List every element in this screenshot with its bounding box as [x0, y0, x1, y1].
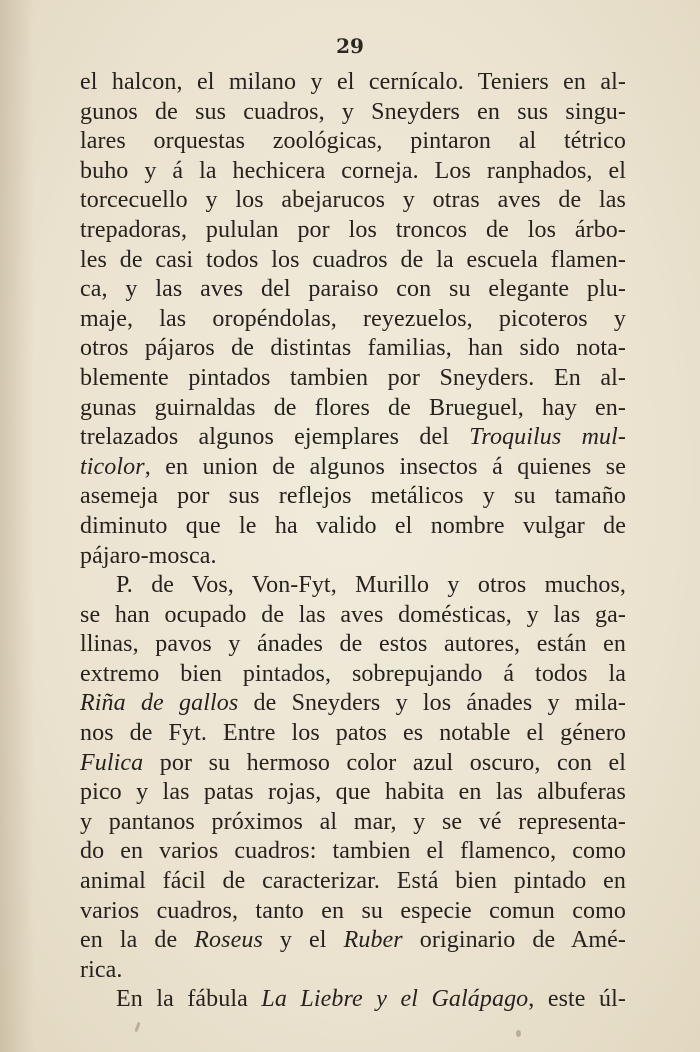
text-line: les de casi todos los cuadros de la escuela flamen-	[80, 246, 626, 273]
text-line	[80, 749, 626, 779]
text-line: maje, las oropéndolas, reyezuelos, picoteros y	[80, 305, 626, 332]
text-line	[80, 423, 626, 453]
text-line: otros pájaros de distintas familias, han sido nota-	[80, 335, 626, 362]
text-line: gunas guirnaldas de flores de Brueguel, hay en-	[80, 394, 626, 421]
text-line: el halcon, el milano y el cernícalo. Teniers en al-	[80, 69, 626, 95]
italic-term: ticolor	[80, 453, 145, 480]
paper-speck	[516, 1030, 521, 1037]
italic-term: La Liebre y el Galápago	[261, 986, 529, 1013]
text-line: gunos de sus cuadros, y Sneyders en sus singu-	[80, 98, 626, 125]
body-text	[80, 68, 626, 1015]
text-line: asemeja por sus reflejos metálicos y su tamaño	[80, 483, 626, 510]
text-line: P. de Vos, Von-Fyt, Murillo y otros muchos,	[116, 572, 626, 599]
text-run: de Sneyders y los ánades y mila-	[238, 690, 627, 717]
text-run: trelazados algunos ejemplares del	[80, 424, 470, 451]
text-line	[80, 453, 626, 483]
text-line: blemente pintados tambien por Sneyders. En al-	[80, 364, 626, 391]
text-line: pájaro-mosca.	[80, 542, 217, 569]
text-line: rica.	[80, 956, 123, 983]
text-run: por su hermoso color azul oscuro, con el	[143, 749, 626, 776]
text-line	[80, 926, 626, 956]
italic-term: Ruber	[343, 927, 403, 954]
italic-term: Roseus	[194, 927, 263, 954]
page-number: 29	[336, 34, 364, 58]
text-run: , en union de algunos insectos á quienes se	[144, 453, 626, 480]
italic-term: Troquilus mul-	[469, 424, 626, 451]
text-line	[80, 689, 626, 719]
text-line: pico y las patas rojas, que habita en las albuferas	[80, 779, 626, 806]
paper-speck	[134, 1022, 140, 1032]
text-line: varios cuadros, tanto en su especie comun como	[80, 897, 626, 924]
text-run: originario de Amé-	[402, 927, 627, 954]
text-run: y el	[262, 927, 344, 954]
text-line: se han ocupado de las aves domésticas, y las ga-	[80, 601, 626, 628]
text-run: , este úl-	[528, 986, 626, 1013]
text-line: diminuto que le ha valido el nombre vulgar de	[80, 512, 626, 539]
italic-term: Riña de gallos	[80, 690, 239, 717]
text-run: en la de	[80, 927, 195, 954]
text-line: extremo bien pintados, sobrepujando á todos la	[80, 660, 626, 687]
text-line: y pantanos próximos al mar, y se vé representa-	[80, 808, 626, 835]
text-run: En la fábula	[116, 986, 262, 1013]
text-line: torcecuello y los abejarucos y otras aves de las	[80, 187, 626, 214]
text-line: animal fácil de caracterizar. Está bien pintado en	[80, 868, 626, 895]
text-line: ca, y las aves del paraiso con su elegante plu-	[80, 276, 626, 303]
text-line: nos de Fyt. Entre los patos es notable el género	[80, 720, 626, 747]
text-line	[80, 985, 626, 1015]
text-line: trepadoras, pululan por los troncos de los árbo-	[80, 216, 626, 243]
text-line: do en varios cuadros: tambien el flamenco, como	[80, 838, 626, 865]
italic-term: Fulica	[80, 749, 144, 776]
text-line: buho y á la hechicera corneja. Los ranphados, el	[80, 157, 626, 184]
text-line: lares orquestas zoológicas, pintaron al tétrico	[80, 128, 626, 155]
text-line: llinas, pavos y ánades de estos autores, están en	[80, 631, 626, 658]
